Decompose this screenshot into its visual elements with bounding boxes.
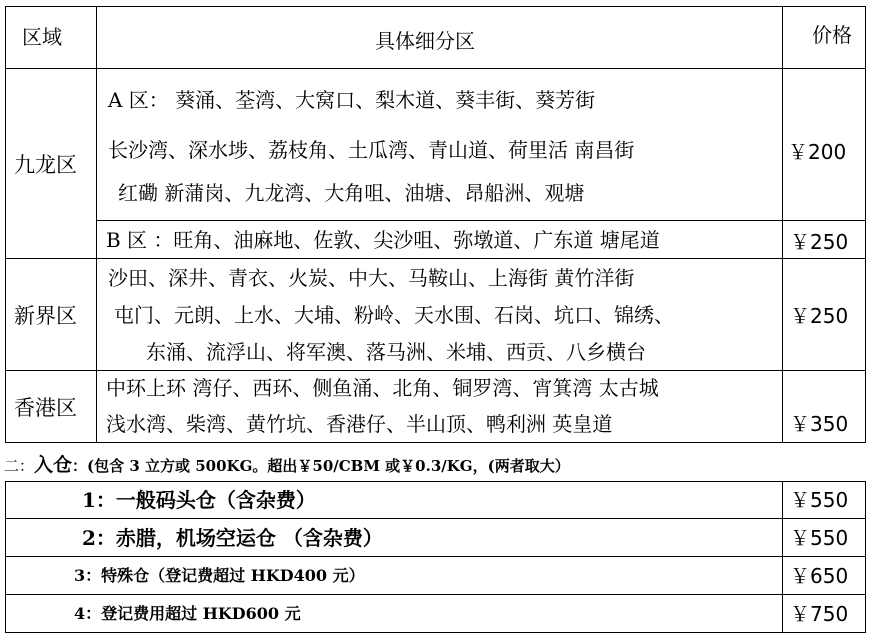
warehouse-heading xyxy=(4,456,570,475)
hong-kong-price: ￥350 xyxy=(790,412,849,436)
new-territories-line-1: 沙田、深井、青衣、火炭、中大、马鞍山、上海街 黄竹洋街 xyxy=(108,266,635,290)
hong-kong-line-2: 浅水湾、柴湾、黄竹坑、香港仔、半山顶、鸭利洲 英皇道 xyxy=(106,412,613,436)
warehouse-item-3-label: 3：特殊仓（登记费超过 HKD400 元） xyxy=(74,566,365,585)
new-territories-price: ￥250 xyxy=(790,304,849,328)
warehouse-item-4-price: ￥750 xyxy=(790,602,849,626)
warehouse-border-top xyxy=(5,481,866,482)
warehouse-item-1-label: 1：一般码头仓（含杂费） xyxy=(82,488,316,512)
warehouse-row-divider-1 xyxy=(5,518,866,519)
table-border-right xyxy=(865,6,866,442)
warehouse-border-right xyxy=(865,481,866,633)
column-divider-price xyxy=(782,6,783,442)
row-divider-kowloon-ab xyxy=(96,220,866,221)
column-divider-region xyxy=(96,6,97,442)
row-divider-kowloon xyxy=(5,258,866,259)
warehouse-item-2-label: 2：赤腊，机场空运仓 （含杂费） xyxy=(82,526,383,550)
warehouse-heading-prefix: 二： xyxy=(4,457,35,475)
warehouse-border-bottom xyxy=(5,632,866,633)
warehouse-border-left xyxy=(5,481,6,633)
kowloon-b-price: ￥250 xyxy=(790,230,849,254)
header-region: 区域 xyxy=(22,25,62,49)
kowloon-a-price: ￥200 xyxy=(788,140,847,164)
warehouse-heading-title: 入仓 xyxy=(34,454,73,476)
header-price: 价格 xyxy=(812,23,852,47)
kowloon-a-line-3: 红磡 新蒲岗、九龙湾、大角咀、油塘、昂船洲、观塘 xyxy=(118,181,585,205)
row-divider-header xyxy=(5,68,866,69)
warehouse-row-divider-2 xyxy=(5,556,866,557)
warehouse-heading-note: ：(包含 3 立方或 500KG。超出￥50/CBM 或￥0.3/KG，(两者取大） xyxy=(72,457,570,475)
kowloon-b-line: B 区 ：旺角、油麻地、佐敦、尖沙咀、弥墩道、广东道 塘尾道 xyxy=(106,228,660,252)
table-border-bottom xyxy=(5,442,866,443)
warehouse-column-divider xyxy=(782,481,783,633)
kowloon-a-line-2: 长沙湾、深水埗、荔枝角、土瓜湾、青山道、荷里活 南昌街 xyxy=(108,138,635,162)
header-subdistrict: 具体细分区 xyxy=(375,29,475,53)
region-kowloon: 九龙区 xyxy=(14,153,77,177)
warehouse-row-divider-3 xyxy=(5,594,866,595)
new-territories-line-3: 东涌、流浮山、将军澳、落马洲、米埔、西贡、八乡横台 xyxy=(146,340,646,364)
hong-kong-line-1: 中环上环 湾仔、西环、侧鱼涌、北角、铜罗湾、宵箕湾 太古城 xyxy=(106,376,659,400)
region-new-territories: 新界区 xyxy=(14,304,77,328)
warehouse-item-2-price: ￥550 xyxy=(790,526,849,550)
warehouse-item-1-price: ￥550 xyxy=(790,488,849,512)
table-border-left xyxy=(5,6,6,442)
warehouse-item-3-price: ￥650 xyxy=(790,564,849,588)
warehouse-item-4-label: 4：登记费用超过 HKD600 元 xyxy=(74,604,301,623)
kowloon-a-line-1: A 区： 葵涌、荃湾、大窝口、梨木道、葵丰街、葵芳街 xyxy=(108,88,596,112)
region-hong-kong: 香港区 xyxy=(14,396,77,420)
row-divider-new-territories xyxy=(5,370,866,371)
new-territories-line-2: 屯门、元朗、上水、大埔、粉岭、天水围、石岗、坑口、锦绣、 xyxy=(114,303,674,327)
table-border-top xyxy=(5,6,866,7)
